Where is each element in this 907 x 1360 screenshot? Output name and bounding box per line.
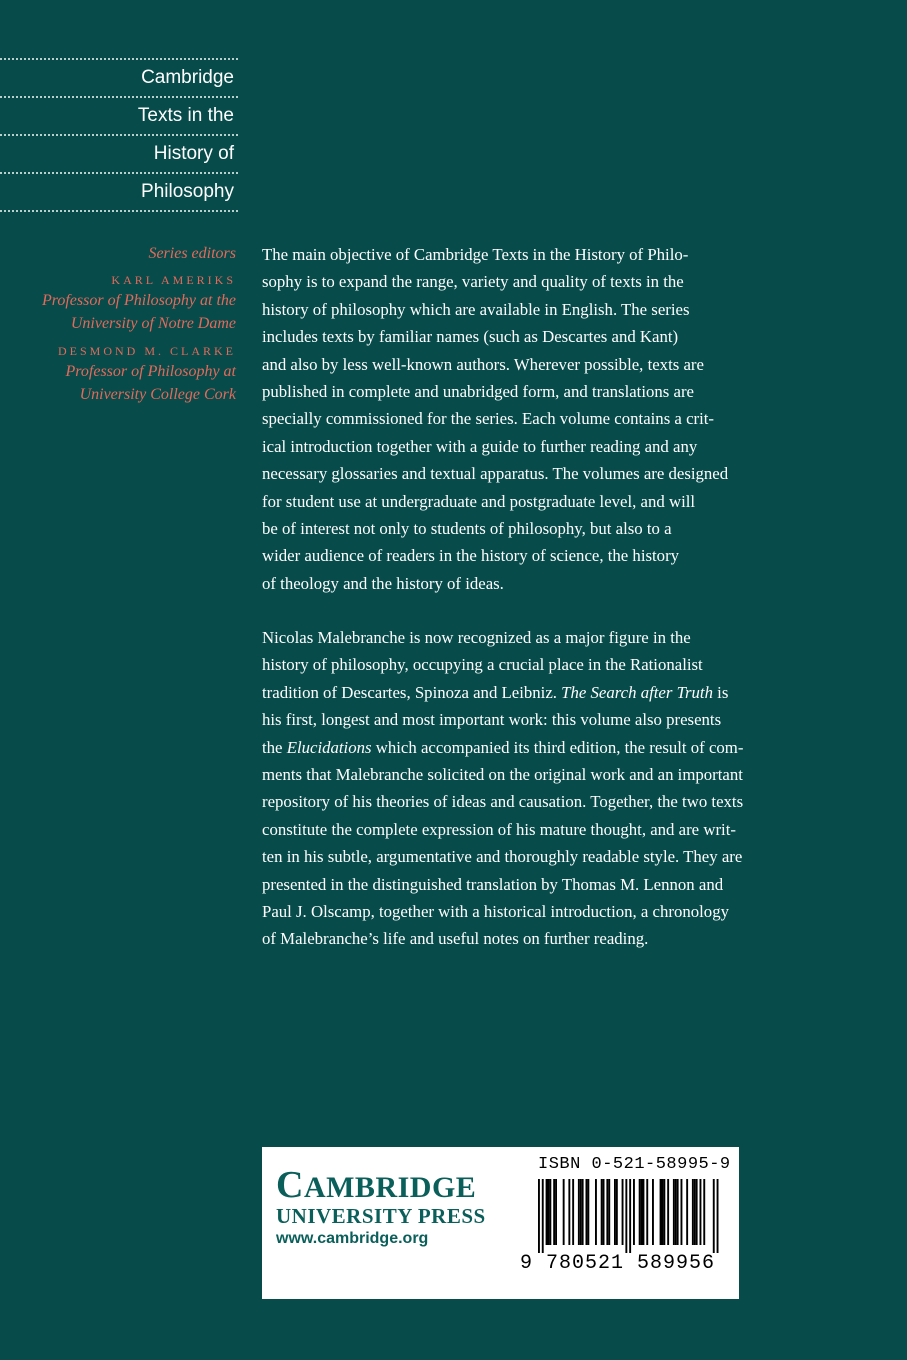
series-title-block bbox=[0, 58, 238, 212]
blurb-text bbox=[262, 241, 807, 953]
barcode-bar bbox=[568, 1179, 570, 1245]
series-editors bbox=[0, 244, 236, 406]
barcode-bar bbox=[673, 1179, 675, 1245]
series-title-line: Texts in the bbox=[137, 105, 234, 126]
barcode-bar bbox=[700, 1179, 702, 1245]
barcode-bar bbox=[646, 1179, 648, 1245]
text-line: The main objective of Cambridge Texts in the History of Philo- bbox=[262, 245, 689, 264]
barcode-bar bbox=[652, 1179, 654, 1245]
barcode-bar bbox=[546, 1179, 548, 1245]
publisher-barcode-panel bbox=[262, 1147, 739, 1299]
barcode-bar bbox=[601, 1179, 603, 1245]
editor-name: DESMOND M. CLARKE bbox=[57, 344, 236, 358]
editor-title: Professor of Philosophy at the bbox=[41, 292, 236, 309]
barcode bbox=[538, 1179, 728, 1253]
barcode-bar bbox=[553, 1179, 555, 1245]
barcode-bar bbox=[616, 1179, 618, 1245]
barcode-bar bbox=[675, 1179, 677, 1245]
barcode-bar bbox=[639, 1179, 641, 1245]
publisher-logo: CAMBRIDGE bbox=[276, 1164, 477, 1206]
barcode-bar bbox=[633, 1179, 635, 1245]
text-line: ten in his subtle, argumentative and thoroughly readable style. They are bbox=[262, 847, 743, 867]
barcode-bar bbox=[667, 1179, 669, 1245]
barcode-bar bbox=[696, 1179, 698, 1245]
text-segment: which accompanied its third edition, the result of com- bbox=[371, 737, 744, 757]
text-line: of Malebranche’s life and useful notes on further reading. bbox=[262, 929, 649, 949]
series-description-paragraph bbox=[262, 241, 807, 597]
barcode-bar bbox=[603, 1179, 605, 1245]
text-line: constitute the complete expression of his mature thought, and are writ- bbox=[262, 819, 736, 839]
text-line: of theology and the history of ideas. bbox=[262, 573, 504, 593]
text-line: published in complete and unabridged form, and translations are bbox=[262, 381, 694, 401]
text-line: his first, longest and most important work: this volume also presents bbox=[262, 710, 722, 730]
text-line: be of interest not only to students of philosophy, but also to a bbox=[262, 518, 672, 538]
publisher-press-name: UNIVERSITY PRESS bbox=[276, 1204, 486, 1228]
dotted-rule bbox=[0, 210, 238, 212]
barcode-bar bbox=[587, 1179, 589, 1245]
barcode-bar bbox=[549, 1179, 551, 1245]
barcode-bar bbox=[625, 1179, 627, 1253]
barcode-bar bbox=[694, 1179, 696, 1245]
editor-affiliation: University of Notre Dame bbox=[70, 315, 236, 332]
text-line: and also by less well-known authors. Wherever possible, texts are bbox=[262, 354, 704, 374]
barcode-bar bbox=[563, 1179, 565, 1245]
text-line: wider audience of readers in the history of science, the history bbox=[262, 546, 680, 566]
text-line bbox=[262, 679, 807, 706]
text-line bbox=[262, 734, 807, 761]
barcode-bar bbox=[608, 1179, 610, 1245]
barcode-bar bbox=[692, 1179, 694, 1245]
text-segment: is bbox=[712, 682, 729, 702]
text-line: presented in the distinguished translation by Thomas M. Lennon and bbox=[262, 874, 724, 894]
text-line: history of philosophy which are available in English. The series bbox=[262, 299, 690, 319]
editor-name: KARL AMERIKS bbox=[111, 273, 236, 287]
barcode-bar bbox=[660, 1179, 662, 1245]
series-title-line: Cambridge bbox=[141, 67, 234, 88]
work-title-italic: Elucidations bbox=[286, 737, 372, 757]
barcode-bar bbox=[662, 1179, 664, 1245]
editor-title: Professor of Philosophy at bbox=[65, 363, 236, 380]
barcode-bar bbox=[717, 1179, 719, 1253]
barcode-bar bbox=[542, 1179, 544, 1253]
text-line: Nicolas Malebranche is now recognized as a major figure in the bbox=[262, 628, 691, 648]
barcode-bar bbox=[578, 1179, 580, 1245]
text-line: sophy is to expand the range, variety and quality of texts in the bbox=[262, 272, 684, 292]
text-line: Paul J. Olscamp, together with a historical introduction, a chronology bbox=[262, 901, 729, 921]
text-line: ical introduction together with a guide to further reading and any bbox=[262, 436, 698, 456]
barcode-bar bbox=[555, 1179, 557, 1245]
publisher-website: www.cambridge.org bbox=[276, 1230, 429, 1247]
barcode-bar bbox=[703, 1179, 705, 1245]
barcode-bar bbox=[643, 1179, 645, 1245]
book-title-italic: The Search after Truth bbox=[561, 682, 713, 702]
isbn-digits: 9 780521 589956 bbox=[520, 1252, 716, 1275]
series-editors-label: Series editors bbox=[148, 245, 236, 262]
text-line: specially commissioned for the series. Each volume contains a crit- bbox=[262, 409, 715, 429]
text-line: necessary glossaries and textual apparatus. The volumes are designed bbox=[262, 464, 729, 484]
isbn-label: ISBN 0-521-58995-9 bbox=[538, 1155, 731, 1174]
barcode-bar bbox=[686, 1179, 688, 1245]
barcode-bar bbox=[641, 1179, 643, 1245]
barcode-bar bbox=[606, 1179, 608, 1245]
barcode-bar bbox=[614, 1179, 616, 1245]
barcode-bar bbox=[572, 1179, 574, 1245]
barcode-bar bbox=[582, 1179, 584, 1245]
editor-affiliation: University College Cork bbox=[79, 386, 236, 403]
text-line: includes texts by familiar names (such as Descartes and Kant) bbox=[262, 327, 679, 347]
series-title-line: History of bbox=[153, 143, 234, 164]
text-line: repository of his theories of ideas and causation. Together, the two texts bbox=[262, 792, 744, 812]
text-line: history of philosophy, occupying a crucial place in the Rationalist bbox=[262, 655, 703, 675]
barcode-bar bbox=[538, 1179, 540, 1253]
barcode-bar bbox=[663, 1179, 665, 1245]
text-line: for student use at undergraduate and postgraduate level, and will bbox=[262, 491, 696, 511]
book-description-paragraph bbox=[262, 624, 807, 953]
barcode-bar bbox=[548, 1179, 550, 1245]
barcode-bar bbox=[622, 1179, 624, 1245]
barcode-bar bbox=[713, 1179, 715, 1253]
series-title-line: Philosophy bbox=[141, 181, 234, 202]
barcode-bar bbox=[595, 1179, 597, 1245]
text-segment: the bbox=[262, 737, 287, 757]
barcode-bar bbox=[681, 1179, 683, 1245]
barcode-bar bbox=[677, 1179, 679, 1245]
text-line: ments that Malebranche solicited on the original work and an important bbox=[262, 765, 743, 785]
text-segment: tradition of Descartes, Spinoza and Leibniz. bbox=[262, 682, 562, 702]
barcode-bar bbox=[586, 1179, 588, 1245]
barcode-bar bbox=[580, 1179, 582, 1245]
barcode-bar bbox=[629, 1179, 631, 1253]
